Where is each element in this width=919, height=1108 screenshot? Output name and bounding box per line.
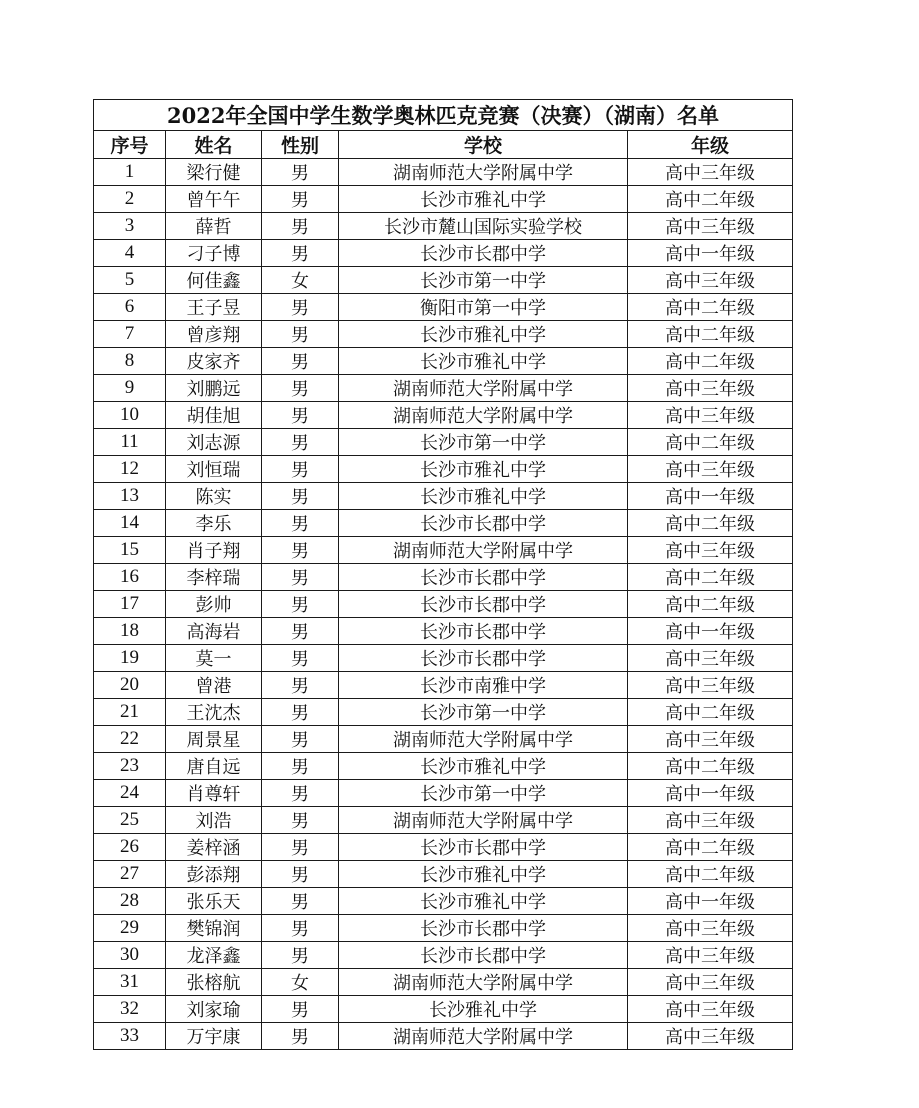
cell-name: 梁行健 bbox=[166, 159, 262, 186]
cell-gender: 男 bbox=[262, 510, 339, 537]
cell-grade: 高中二年级 bbox=[628, 186, 793, 213]
table-row bbox=[94, 645, 793, 672]
cell-school: 长沙市雅礼中学 bbox=[339, 456, 628, 483]
table-row bbox=[94, 672, 793, 699]
cell-grade: 高中二年级 bbox=[628, 510, 793, 537]
cell-grade: 高中二年级 bbox=[628, 348, 793, 375]
cell-index: 9 bbox=[94, 375, 166, 402]
cell-school: 长沙市长郡中学 bbox=[339, 510, 628, 537]
cell-gender: 男 bbox=[262, 483, 339, 510]
cell-grade: 高中一年级 bbox=[628, 618, 793, 645]
cell-school: 湖南师范大学附属中学 bbox=[339, 402, 628, 429]
cell-school: 衡阳市第一中学 bbox=[339, 294, 628, 321]
cell-school: 长沙市长郡中学 bbox=[339, 834, 628, 861]
title-row bbox=[94, 100, 793, 131]
cell-name: 陈实 bbox=[166, 483, 262, 510]
cell-name: 万宇康 bbox=[166, 1023, 262, 1050]
table-row bbox=[94, 348, 793, 375]
table-row bbox=[94, 564, 793, 591]
cell-name: 彭帅 bbox=[166, 591, 262, 618]
table-row bbox=[94, 1023, 793, 1050]
cell-index: 31 bbox=[94, 969, 166, 996]
table-row bbox=[94, 159, 793, 186]
cell-index: 21 bbox=[94, 699, 166, 726]
cell-name: 张乐天 bbox=[166, 888, 262, 915]
table-row bbox=[94, 888, 793, 915]
cell-grade: 高中一年级 bbox=[628, 888, 793, 915]
cell-name: 薛哲 bbox=[166, 213, 262, 240]
cell-name: 彭添翔 bbox=[166, 861, 262, 888]
table-row bbox=[94, 456, 793, 483]
table-row bbox=[94, 807, 793, 834]
cell-school: 长沙市麓山国际实验学校 bbox=[339, 213, 628, 240]
cell-name: 张榕航 bbox=[166, 969, 262, 996]
cell-index: 12 bbox=[94, 456, 166, 483]
cell-grade: 高中三年级 bbox=[628, 267, 793, 294]
table-row bbox=[94, 213, 793, 240]
cell-index: 16 bbox=[94, 564, 166, 591]
cell-school: 长沙市长郡中学 bbox=[339, 618, 628, 645]
table-row bbox=[94, 861, 793, 888]
cell-grade: 高中三年级 bbox=[628, 213, 793, 240]
cell-grade: 高中二年级 bbox=[628, 564, 793, 591]
cell-school: 长沙市第一中学 bbox=[339, 267, 628, 294]
cell-school: 长沙市南雅中学 bbox=[339, 672, 628, 699]
cell-gender: 男 bbox=[262, 942, 339, 969]
cell-school: 长沙市长郡中学 bbox=[339, 645, 628, 672]
cell-name: 刘志源 bbox=[166, 429, 262, 456]
cell-school: 湖南师范大学附属中学 bbox=[339, 807, 628, 834]
cell-index: 2 bbox=[94, 186, 166, 213]
cell-name: 唐自远 bbox=[166, 753, 262, 780]
cell-grade: 高中三年级 bbox=[628, 969, 793, 996]
cell-grade: 高中三年级 bbox=[628, 159, 793, 186]
cell-index: 29 bbox=[94, 915, 166, 942]
cell-grade: 高中三年级 bbox=[628, 1023, 793, 1050]
table-row bbox=[94, 537, 793, 564]
table-row bbox=[94, 780, 793, 807]
cell-grade: 高中三年级 bbox=[628, 537, 793, 564]
cell-name: 曾彦翔 bbox=[166, 321, 262, 348]
cell-school: 湖南师范大学附属中学 bbox=[339, 537, 628, 564]
cell-name: 胡佳旭 bbox=[166, 402, 262, 429]
cell-name: 樊锦润 bbox=[166, 915, 262, 942]
cell-grade: 高中三年级 bbox=[628, 915, 793, 942]
table-row bbox=[94, 510, 793, 537]
cell-gender: 男 bbox=[262, 618, 339, 645]
cell-school: 长沙市长郡中学 bbox=[339, 591, 628, 618]
table-row bbox=[94, 267, 793, 294]
cell-grade: 高中一年级 bbox=[628, 240, 793, 267]
roster-table bbox=[93, 99, 793, 1050]
cell-school: 长沙市第一中学 bbox=[339, 780, 628, 807]
cell-index: 19 bbox=[94, 645, 166, 672]
cell-school: 长沙市长郡中学 bbox=[339, 915, 628, 942]
sheet-title: 2022年全国中学生数学奥林匹克竞赛（决赛）（湖南）名单 bbox=[94, 100, 793, 131]
cell-index: 14 bbox=[94, 510, 166, 537]
cell-index: 17 bbox=[94, 591, 166, 618]
roster-body bbox=[94, 159, 793, 1050]
cell-name: 刘鹏远 bbox=[166, 375, 262, 402]
cell-index: 10 bbox=[94, 402, 166, 429]
cell-index: 6 bbox=[94, 294, 166, 321]
table-row bbox=[94, 753, 793, 780]
cell-gender: 男 bbox=[262, 186, 339, 213]
table-row bbox=[94, 483, 793, 510]
cell-name: 周景星 bbox=[166, 726, 262, 753]
cell-gender: 男 bbox=[262, 213, 339, 240]
cell-name: 刘恒瑞 bbox=[166, 456, 262, 483]
cell-school: 长沙市雅礼中学 bbox=[339, 186, 628, 213]
cell-gender: 女 bbox=[262, 969, 339, 996]
cell-index: 5 bbox=[94, 267, 166, 294]
cell-school: 长沙市雅礼中学 bbox=[339, 861, 628, 888]
cell-gender: 男 bbox=[262, 888, 339, 915]
column-header-name: 姓名 bbox=[166, 131, 262, 159]
cell-grade: 高中一年级 bbox=[628, 483, 793, 510]
table-row bbox=[94, 996, 793, 1023]
cell-name: 高海岩 bbox=[166, 618, 262, 645]
cell-gender: 男 bbox=[262, 240, 339, 267]
cell-index: 8 bbox=[94, 348, 166, 375]
table-row bbox=[94, 726, 793, 753]
cell-school: 湖南师范大学附属中学 bbox=[339, 726, 628, 753]
column-header-gender: 性别 bbox=[262, 131, 339, 159]
cell-grade: 高中三年级 bbox=[628, 996, 793, 1023]
cell-gender: 男 bbox=[262, 564, 339, 591]
cell-name: 曾午午 bbox=[166, 186, 262, 213]
cell-grade: 高中三年级 bbox=[628, 726, 793, 753]
cell-name: 李梓瑞 bbox=[166, 564, 262, 591]
cell-school: 湖南师范大学附属中学 bbox=[339, 969, 628, 996]
cell-grade: 高中二年级 bbox=[628, 294, 793, 321]
cell-name: 何佳鑫 bbox=[166, 267, 262, 294]
table-row bbox=[94, 699, 793, 726]
cell-index: 3 bbox=[94, 213, 166, 240]
cell-name: 刘浩 bbox=[166, 807, 262, 834]
cell-grade: 高中三年级 bbox=[628, 645, 793, 672]
cell-index: 15 bbox=[94, 537, 166, 564]
cell-index: 32 bbox=[94, 996, 166, 1023]
cell-gender: 男 bbox=[262, 699, 339, 726]
table-row bbox=[94, 186, 793, 213]
cell-gender: 男 bbox=[262, 672, 339, 699]
cell-name: 刘家瑜 bbox=[166, 996, 262, 1023]
cell-index: 23 bbox=[94, 753, 166, 780]
cell-gender: 男 bbox=[262, 834, 339, 861]
cell-gender: 男 bbox=[262, 726, 339, 753]
table-row bbox=[94, 429, 793, 456]
cell-index: 24 bbox=[94, 780, 166, 807]
cell-index: 13 bbox=[94, 483, 166, 510]
column-header-school: 学校 bbox=[339, 131, 628, 159]
cell-grade: 高中二年级 bbox=[628, 429, 793, 456]
cell-index: 30 bbox=[94, 942, 166, 969]
cell-gender: 男 bbox=[262, 915, 339, 942]
cell-name: 李乐 bbox=[166, 510, 262, 537]
table-row bbox=[94, 618, 793, 645]
cell-grade: 高中二年级 bbox=[628, 699, 793, 726]
cell-name: 王沈杰 bbox=[166, 699, 262, 726]
cell-index: 7 bbox=[94, 321, 166, 348]
cell-gender: 男 bbox=[262, 780, 339, 807]
cell-grade: 高中三年级 bbox=[628, 807, 793, 834]
cell-name: 王子昱 bbox=[166, 294, 262, 321]
cell-gender: 男 bbox=[262, 996, 339, 1023]
cell-index: 11 bbox=[94, 429, 166, 456]
cell-name: 刁子博 bbox=[166, 240, 262, 267]
cell-gender: 男 bbox=[262, 591, 339, 618]
cell-gender: 男 bbox=[262, 1023, 339, 1050]
column-header-grade: 年级 bbox=[628, 131, 793, 159]
cell-grade: 高中二年级 bbox=[628, 834, 793, 861]
table-row bbox=[94, 375, 793, 402]
cell-gender: 男 bbox=[262, 402, 339, 429]
cell-grade: 高中三年级 bbox=[628, 375, 793, 402]
cell-school: 长沙市长郡中学 bbox=[339, 240, 628, 267]
cell-index: 28 bbox=[94, 888, 166, 915]
cell-grade: 高中二年级 bbox=[628, 861, 793, 888]
cell-school: 湖南师范大学附属中学 bbox=[339, 1023, 628, 1050]
cell-grade: 高中三年级 bbox=[628, 402, 793, 429]
cell-gender: 男 bbox=[262, 456, 339, 483]
column-header-index: 序号 bbox=[94, 131, 166, 159]
cell-name: 肖子翔 bbox=[166, 537, 262, 564]
cell-school: 湖南师范大学附属中学 bbox=[339, 375, 628, 402]
cell-index: 26 bbox=[94, 834, 166, 861]
header-row bbox=[94, 131, 793, 159]
cell-gender: 男 bbox=[262, 645, 339, 672]
cell-school: 长沙市第一中学 bbox=[339, 699, 628, 726]
cell-gender: 男 bbox=[262, 861, 339, 888]
cell-index: 33 bbox=[94, 1023, 166, 1050]
cell-gender: 男 bbox=[262, 537, 339, 564]
cell-gender: 男 bbox=[262, 429, 339, 456]
cell-name: 姜梓涵 bbox=[166, 834, 262, 861]
table-row bbox=[94, 321, 793, 348]
cell-grade: 高中二年级 bbox=[628, 591, 793, 618]
table-row bbox=[94, 969, 793, 996]
cell-school: 长沙市雅礼中学 bbox=[339, 753, 628, 780]
cell-school: 长沙雅礼中学 bbox=[339, 996, 628, 1023]
cell-name: 皮家齐 bbox=[166, 348, 262, 375]
table-row bbox=[94, 294, 793, 321]
cell-grade: 高中二年级 bbox=[628, 321, 793, 348]
table-row bbox=[94, 402, 793, 429]
cell-name: 莫一 bbox=[166, 645, 262, 672]
cell-gender: 男 bbox=[262, 321, 339, 348]
cell-gender: 男 bbox=[262, 807, 339, 834]
cell-index: 1 bbox=[94, 159, 166, 186]
cell-school: 湖南师范大学附属中学 bbox=[339, 159, 628, 186]
cell-index: 22 bbox=[94, 726, 166, 753]
cell-index: 27 bbox=[94, 861, 166, 888]
table-row bbox=[94, 591, 793, 618]
cell-gender: 男 bbox=[262, 375, 339, 402]
cell-grade: 高中三年级 bbox=[628, 672, 793, 699]
cell-school: 长沙市长郡中学 bbox=[339, 564, 628, 591]
table-row bbox=[94, 942, 793, 969]
cell-school: 长沙市雅礼中学 bbox=[339, 348, 628, 375]
cell-name: 肖尊轩 bbox=[166, 780, 262, 807]
cell-grade: 高中三年级 bbox=[628, 456, 793, 483]
table-row bbox=[94, 240, 793, 267]
cell-gender: 男 bbox=[262, 348, 339, 375]
cell-school: 长沙市第一中学 bbox=[339, 429, 628, 456]
cell-school: 长沙市长郡中学 bbox=[339, 942, 628, 969]
cell-school: 长沙市雅礼中学 bbox=[339, 321, 628, 348]
cell-grade: 高中三年级 bbox=[628, 942, 793, 969]
cell-gender: 男 bbox=[262, 753, 339, 780]
cell-index: 4 bbox=[94, 240, 166, 267]
cell-grade: 高中一年级 bbox=[628, 780, 793, 807]
cell-index: 25 bbox=[94, 807, 166, 834]
cell-grade: 高中二年级 bbox=[628, 753, 793, 780]
table-row bbox=[94, 834, 793, 861]
cell-gender: 男 bbox=[262, 294, 339, 321]
cell-school: 长沙市雅礼中学 bbox=[339, 483, 628, 510]
table-row bbox=[94, 915, 793, 942]
cell-index: 20 bbox=[94, 672, 166, 699]
cell-name: 龙泽鑫 bbox=[166, 942, 262, 969]
cell-gender: 女 bbox=[262, 267, 339, 294]
cell-gender: 男 bbox=[262, 159, 339, 186]
cell-index: 18 bbox=[94, 618, 166, 645]
cell-school: 长沙市雅礼中学 bbox=[339, 888, 628, 915]
cell-name: 曾港 bbox=[166, 672, 262, 699]
